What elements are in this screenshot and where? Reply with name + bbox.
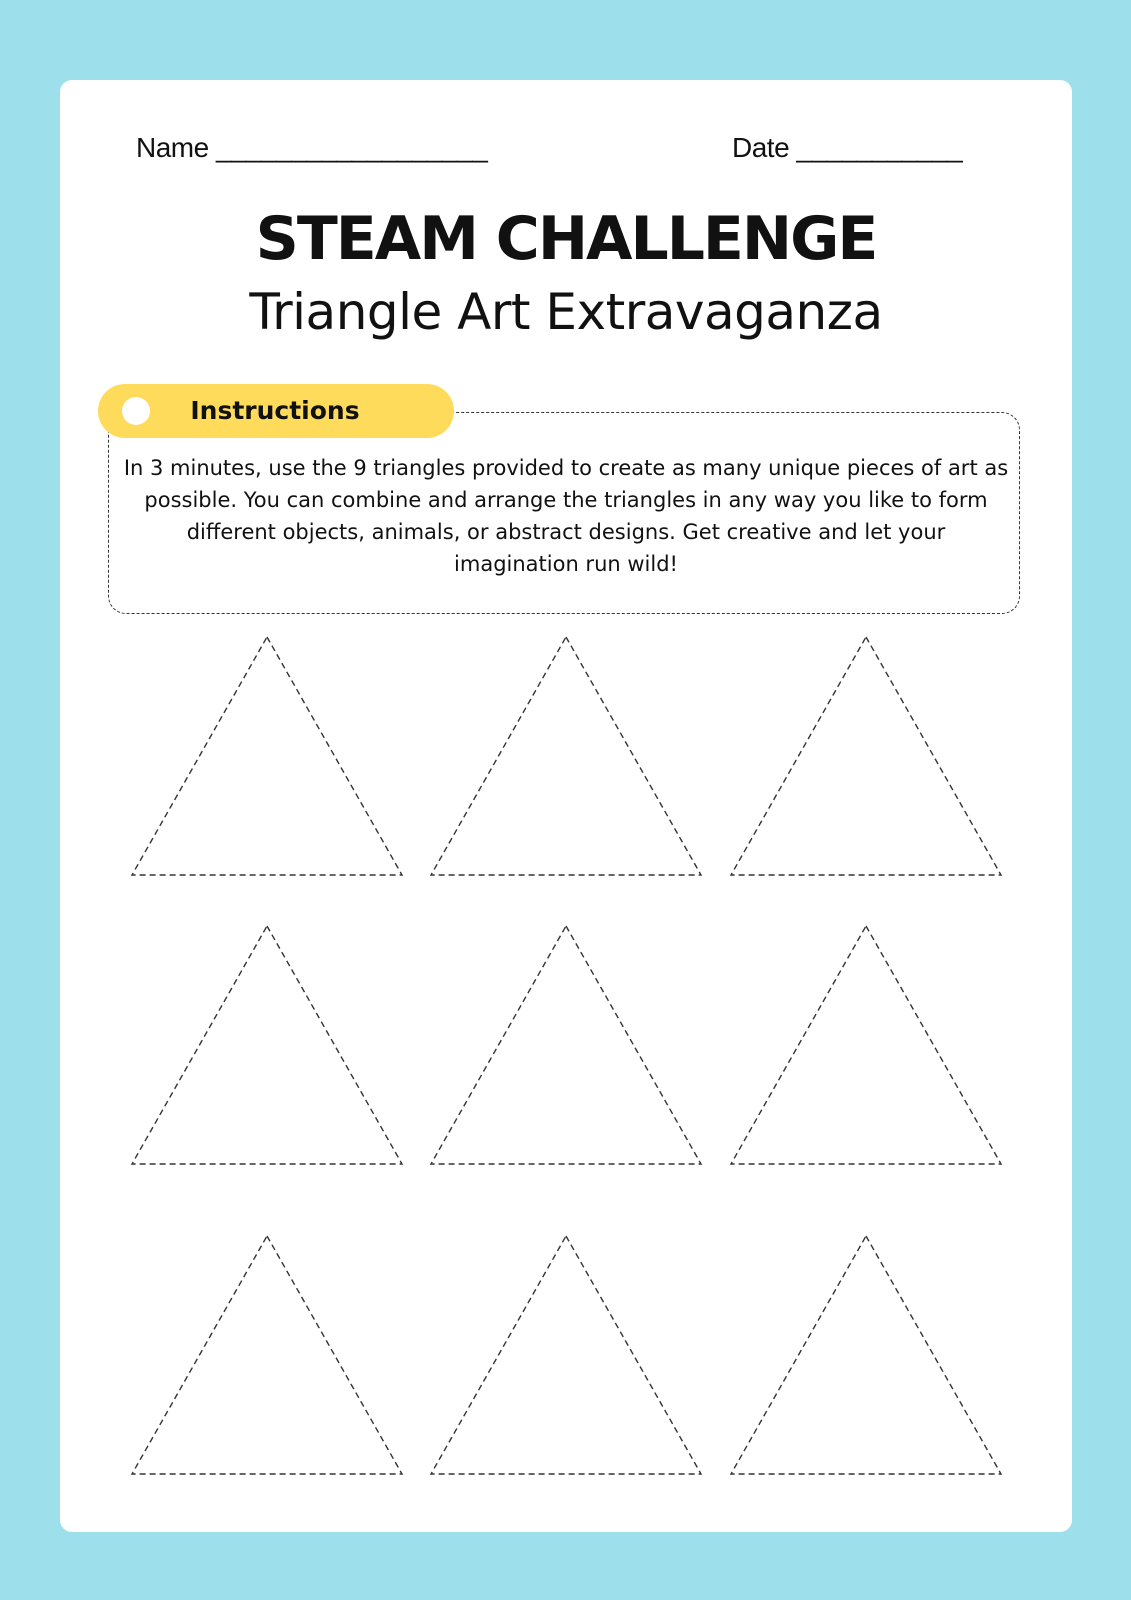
page-title: STEAM CHALLENGE	[255, 204, 877, 274]
dashed-triangle	[132, 926, 402, 1164]
dashed-triangle	[132, 1236, 402, 1474]
dashed-triangle	[731, 926, 1001, 1164]
date-field[interactable]: Date ___________	[732, 132, 963, 163]
dashed-triangle	[132, 637, 402, 875]
instructions-label: Instructions	[190, 396, 360, 425]
dashed-triangle	[431, 926, 701, 1164]
dashed-triangle	[731, 1236, 1001, 1474]
instructions-text: In 3 minutes, use the 9 triangles provided to create as many unique pieces of art as possible. You can combine and arrange the triangles in any way you like to form different objects, animals, or abstract designs. Get creative and let your imagination run wild!	[123, 456, 1009, 576]
name-field[interactable]: Name __________________	[136, 132, 488, 163]
dashed-triangle	[731, 637, 1001, 875]
triangle-grid	[60, 80, 1072, 1532]
page-subtitle: Triangle Art Extravaganza	[249, 283, 883, 341]
worksheet-sheet	[60, 80, 1072, 1532]
dashed-triangle	[431, 637, 701, 875]
dashed-triangle	[431, 1236, 701, 1474]
